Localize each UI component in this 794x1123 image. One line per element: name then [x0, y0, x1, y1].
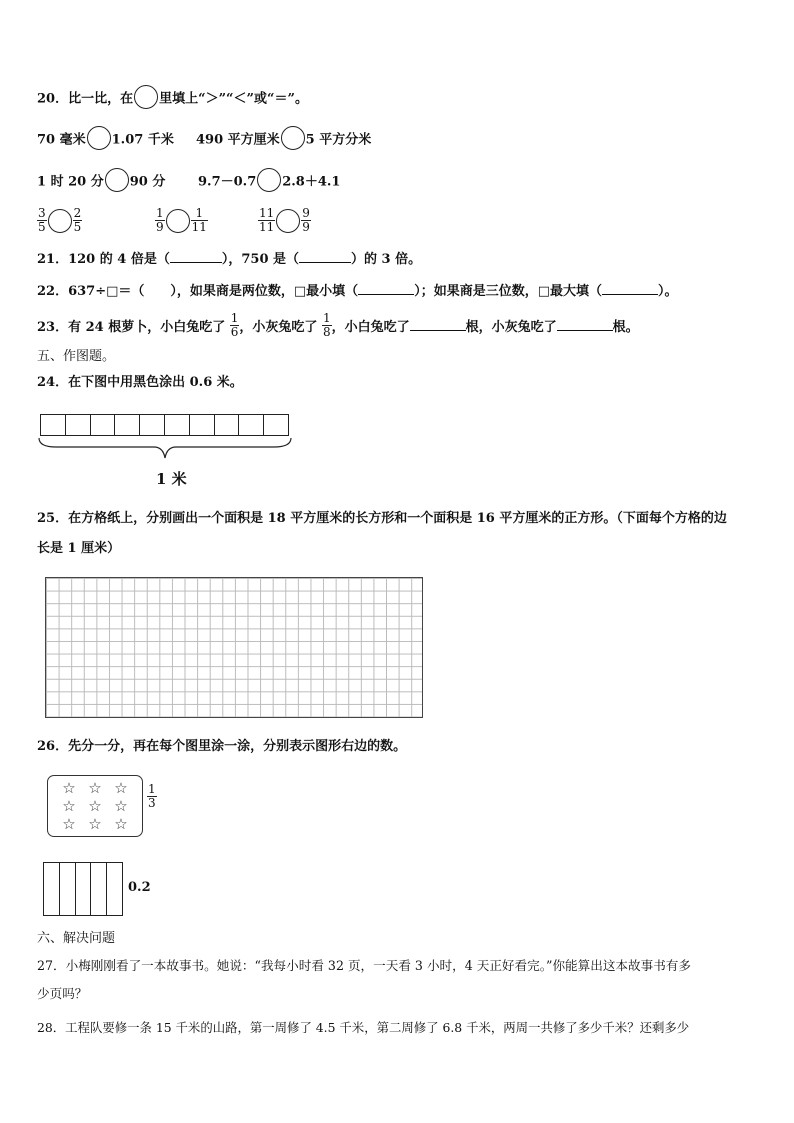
- denominator: 8: [322, 325, 331, 339]
- q21-part2: ），750 是（: [221, 252, 300, 267]
- fraction: [37, 207, 47, 234]
- star-icon[interactable]: ☆: [114, 797, 128, 815]
- fraction: [322, 312, 332, 339]
- ruler-cell[interactable]: [41, 415, 66, 435]
- q20-r1-b2: 5 平方分米: [305, 132, 372, 148]
- numerator: 1: [230, 311, 239, 325]
- q20-r1-b1: 1.07 千米: [111, 132, 174, 148]
- answer-blank[interactable]: [602, 282, 658, 295]
- compare-circle[interactable]: [87, 126, 111, 150]
- ruler-cell[interactable]: [115, 415, 140, 435]
- ruler-cell[interactable]: [140, 415, 165, 435]
- q20-row2-left: [37, 172, 165, 192]
- q25-line2: 长是 1 厘米）: [37, 541, 121, 556]
- ruler-cell[interactable]: [66, 415, 91, 435]
- star-icon[interactable]: ☆: [88, 815, 102, 833]
- ruler-cell[interactable]: [91, 415, 116, 435]
- q20-row3-c: [258, 206, 311, 234]
- ruler-cell[interactable]: [190, 415, 215, 435]
- numerator: 3: [38, 206, 46, 220]
- q20-row3-a: [37, 206, 82, 234]
- q20-r2-a1: 1 时 20 分: [37, 174, 104, 190]
- bar-cell[interactable]: [44, 863, 60, 915]
- denominator: 11: [259, 220, 275, 234]
- meter-ruler[interactable]: [40, 414, 289, 436]
- denominator: 5: [38, 220, 46, 234]
- denominator: 6: [230, 325, 239, 339]
- numerator: 9: [302, 206, 310, 220]
- fraction: [155, 207, 165, 234]
- q28-line1: 28．工程队要修一条 15 千米的山路，第一周修了 4.5 千米，第二周修了 6.8 千米，两周一共修了多少千米？还剩多少: [37, 1020, 690, 1035]
- fraction: [230, 312, 240, 339]
- q26-fraction-wrap: [147, 782, 157, 810]
- q20-title-text: 20．比一比，在: [37, 91, 134, 107]
- q21-part1: 21．120 的 4 倍是（: [37, 252, 170, 267]
- q20-row1-right: [196, 130, 371, 150]
- numerator: 1: [156, 206, 164, 220]
- denominator: 3: [148, 796, 156, 810]
- q20-title-after: 里填上“＞”“＜”或“＝”。: [159, 91, 308, 107]
- bar-cell[interactable]: [107, 863, 122, 915]
- bar-rectangle[interactable]: [43, 862, 123, 916]
- q20-r2-b1: 90 分: [129, 174, 166, 190]
- grid-paper[interactable]: [45, 577, 423, 718]
- q23-part2: ，小灰兔吃了: [239, 320, 318, 335]
- q24-text: 24．在下图中用黑色涂出 0.6 米。: [37, 375, 243, 390]
- bar-cell[interactable]: [76, 863, 92, 915]
- q20-r2-a2: 9.7－0.7: [198, 174, 257, 190]
- compare-circle[interactable]: [134, 85, 158, 109]
- q20-row1-left: [37, 130, 174, 150]
- q20-r1-a1: 70 毫米: [37, 132, 86, 148]
- q25-line1: 25．在方格纸上，分别画出一个面积是 18 平方厘米的长方形和一个面积是 16 平方厘米的正方形。（下面每个方格的边: [37, 511, 727, 526]
- q27-line1: 27．小梅刚刚看了一本故事书。她说：“我每小时看 32 页，一天看 3 小时，4 天正好看完。”你能算出这本故事书有多: [37, 958, 691, 973]
- ruler-cell[interactable]: [215, 415, 240, 435]
- answer-blank[interactable]: [410, 318, 466, 331]
- q23-part1: 23．有 24 根萝卜，小白兔吃了: [37, 320, 226, 335]
- ruler-cell[interactable]: [239, 415, 264, 435]
- q23-part4: 根，小灰兔吃了: [465, 320, 557, 335]
- meter-label: 1 米: [156, 470, 187, 488]
- decimal-label: 0.2: [128, 880, 151, 895]
- bar-cell[interactable]: [91, 863, 107, 915]
- compare-circle[interactable]: [166, 209, 190, 233]
- q20-title: [37, 89, 308, 109]
- section-5-title: 五、作图题。: [37, 349, 116, 364]
- compare-circle[interactable]: [281, 126, 305, 150]
- denominator: 9: [156, 220, 164, 234]
- compare-circle[interactable]: [105, 168, 129, 192]
- ruler-cell[interactable]: [264, 415, 288, 435]
- star-box[interactable]: [47, 775, 143, 837]
- answer-blank[interactable]: [299, 250, 351, 263]
- numerator: 2: [73, 206, 82, 220]
- answer-blank[interactable]: [358, 282, 414, 295]
- section-6-title: 六、解决问题: [37, 931, 116, 946]
- q23: [37, 311, 639, 339]
- numerator: 1: [322, 311, 331, 325]
- numerator: 1: [191, 207, 208, 221]
- star-icon[interactable]: ☆: [114, 815, 128, 833]
- q21: [37, 250, 421, 269]
- q23-part3: ，小白兔吃了: [331, 320, 410, 335]
- fraction: [147, 783, 157, 810]
- denominator: 9: [302, 220, 310, 234]
- q21-part3: ）的 3 倍。: [351, 252, 422, 267]
- q22-part3: ）。: [657, 284, 678, 299]
- star-icon[interactable]: ☆: [62, 815, 76, 833]
- answer-blank[interactable]: [170, 250, 222, 263]
- star-icon[interactable]: ☆: [88, 779, 102, 797]
- fraction: [191, 207, 208, 234]
- compare-circle[interactable]: [257, 168, 281, 192]
- q20-r2-b2: 2.8＋4.1: [282, 174, 341, 190]
- curly-brace: [36, 436, 294, 462]
- compare-circle[interactable]: [276, 209, 300, 233]
- q20-row2-right: [198, 172, 340, 192]
- denominator: 11: [191, 220, 207, 234]
- ruler-cell[interactable]: [165, 415, 190, 435]
- star-icon[interactable]: ☆: [62, 797, 76, 815]
- star-icon[interactable]: ☆: [88, 797, 102, 815]
- answer-blank[interactable]: [557, 318, 613, 331]
- fraction: [73, 207, 83, 234]
- fraction: [258, 207, 275, 234]
- star-icon[interactable]: ☆: [114, 779, 128, 797]
- denominator: 5: [73, 220, 82, 234]
- q22-part2: ）；如果商是三位数，□最大填（: [414, 284, 602, 299]
- q27-line2: 少页吗？: [37, 986, 88, 1001]
- bar-cell[interactable]: [60, 863, 76, 915]
- numerator: 11: [259, 206, 275, 220]
- numerator: 1: [148, 782, 156, 796]
- star-icon[interactable]: ☆: [62, 779, 76, 797]
- q23-part5: 根。: [612, 320, 639, 335]
- fraction: [301, 207, 311, 234]
- compare-circle[interactable]: [48, 209, 72, 233]
- q20-r1-a2: 490 平方厘米: [196, 132, 280, 148]
- q20-row3-b: [155, 206, 208, 234]
- q26-text: 26．先分一分，再在每个图里涂一涂，分别表示图形右边的数。: [37, 739, 407, 754]
- q22: [37, 282, 678, 301]
- q22-part1: 22．637÷□＝（ ），如果商是两位数，□最小填（: [37, 284, 359, 299]
